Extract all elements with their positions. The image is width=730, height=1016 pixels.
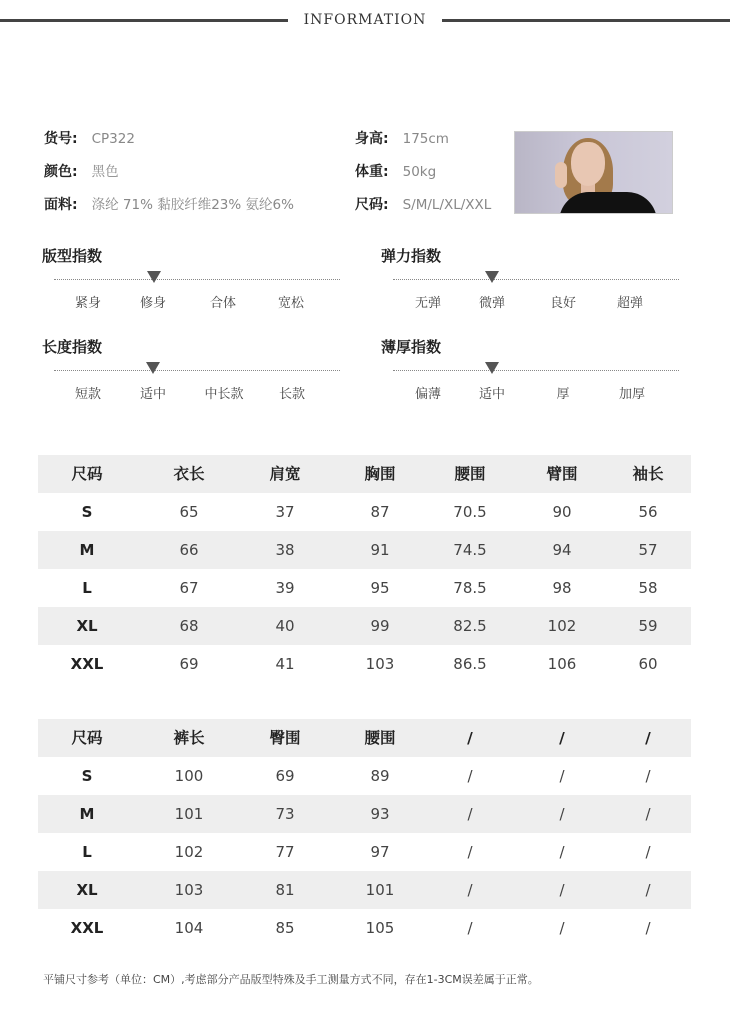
index-scale-line — [54, 279, 340, 280]
info-item-color — [44, 161, 119, 183]
size-cell: XL — [76, 881, 98, 899]
table-cell: / — [645, 843, 651, 861]
index-scale-line — [393, 370, 679, 371]
table-cell: 87 — [370, 503, 390, 521]
info-label: 体重: — [355, 164, 389, 180]
table-cell: / — [559, 805, 565, 823]
table-cell: / — [645, 805, 651, 823]
photo-hand — [555, 162, 567, 188]
table-cell: / — [645, 767, 651, 785]
table-row — [38, 795, 691, 833]
table-row — [38, 531, 691, 569]
table-row — [38, 607, 691, 645]
table-cell: / — [645, 919, 651, 937]
table-cell: 38 — [275, 541, 295, 559]
table-cell: 89 — [370, 767, 390, 785]
table-row — [38, 833, 691, 871]
header-rule-right — [442, 19, 730, 22]
size-cell: XXL — [70, 655, 104, 673]
info-label: 尺码: — [355, 197, 389, 213]
index-option: 厚 — [556, 387, 570, 402]
table-cell: / — [559, 881, 565, 899]
table-cell: / — [559, 919, 565, 937]
table-row — [38, 909, 691, 947]
size-cell: M — [79, 541, 95, 559]
table-cell: 105 — [365, 919, 395, 937]
info-value: S/M/L/XL/XXL — [402, 197, 492, 213]
table-cell: 103 — [174, 881, 204, 899]
index-option: 超弹 — [616, 296, 643, 311]
photo-face — [571, 142, 605, 186]
table-header-cell: 肩宽 — [269, 465, 301, 483]
table-header-row — [38, 719, 691, 757]
table-row — [38, 871, 691, 909]
table-cell: 94 — [552, 541, 572, 559]
table-cell: 56 — [638, 503, 658, 521]
index-option: 加厚 — [618, 387, 645, 402]
index-option: 偏薄 — [414, 387, 441, 402]
index-option: 良好 — [549, 296, 576, 311]
table-header-cell: 臀围 — [269, 729, 301, 747]
table-cell: 100 — [174, 767, 204, 785]
table-cell: 37 — [275, 503, 295, 521]
table-cell: 102 — [174, 843, 204, 861]
size-cell: L — [82, 579, 92, 597]
table-cell: 69 — [275, 767, 295, 785]
table-cell: 102 — [547, 617, 577, 635]
table-cell: 97 — [370, 843, 390, 861]
table-cell: / — [467, 843, 473, 861]
table-cell: 85 — [275, 919, 295, 937]
table-header-cell: 尺码 — [71, 465, 103, 483]
footnote: 平铺尺寸参考（单位：CM）,考虑部分产品版型特殊及手工测量方式不同，存在1-3CM误差属于正常。 — [43, 973, 539, 986]
table-cell: 60 — [638, 655, 658, 673]
size-cell: M — [79, 805, 95, 823]
index-elasticity — [381, 245, 681, 315]
index-marker-icon — [147, 271, 161, 283]
index-option: 短款 — [74, 387, 101, 402]
table-header-cell: 臂围 — [546, 465, 578, 483]
table-row — [38, 645, 691, 683]
table-cell: 68 — [179, 617, 199, 635]
table-cell: 70.5 — [453, 503, 487, 521]
index-option: 中长款 — [204, 387, 244, 402]
table-cell: 91 — [370, 541, 390, 559]
table-cell: 41 — [275, 655, 295, 673]
table-cell: 99 — [370, 617, 390, 635]
table-header-cell: 腰围 — [454, 465, 486, 483]
index-length — [42, 336, 342, 406]
info-label: 颜色: — [44, 164, 78, 180]
table-cell: 82.5 — [453, 617, 487, 635]
index-marker-icon — [485, 362, 499, 374]
table-header-cell: 腰围 — [364, 729, 396, 747]
index-option: 长款 — [278, 387, 305, 402]
table-header-cell: 尺码 — [71, 729, 103, 747]
size-cell: S — [81, 503, 93, 521]
table-cell: 65 — [179, 503, 199, 521]
table-cell: 66 — [179, 541, 199, 559]
table-cell: 104 — [174, 919, 204, 937]
table-cell: 106 — [547, 655, 577, 673]
index-title: 版型指数 — [42, 247, 103, 265]
size-cell: S — [81, 767, 93, 785]
index-title: 弹力指数 — [381, 247, 442, 265]
table-cell: / — [467, 919, 473, 937]
index-marker-icon — [146, 362, 160, 374]
header-title: INFORMATION — [303, 12, 427, 28]
table-cell: / — [559, 767, 565, 785]
table-cell: / — [645, 881, 651, 899]
index-marker-icon — [485, 271, 499, 283]
table-cell: 101 — [365, 881, 395, 899]
index-option: 无弹 — [414, 296, 441, 311]
info-label: 身高: — [355, 131, 389, 147]
table-cell: / — [559, 843, 565, 861]
table-cell: 69 — [179, 655, 199, 673]
index-option: 紧身 — [74, 296, 101, 311]
size-cell: XL — [76, 617, 98, 635]
size-cell: L — [82, 843, 92, 861]
table-cell: 58 — [638, 579, 658, 597]
table-header-cell: / — [467, 729, 473, 747]
table-cell: 93 — [370, 805, 390, 823]
header-rule-left — [0, 19, 288, 22]
index-thickness — [381, 336, 681, 406]
index-option: 适中 — [139, 387, 166, 402]
index-option: 适中 — [478, 387, 505, 402]
info-value: 175cm — [402, 131, 449, 147]
table-cell: 103 — [365, 655, 395, 673]
table-cell: 73 — [275, 805, 295, 823]
section-header — [0, 10, 730, 34]
info-value: 黑色 — [91, 164, 119, 180]
table-row — [38, 493, 691, 531]
table-cell: / — [467, 881, 473, 899]
table-row — [38, 569, 691, 607]
model-photo — [514, 131, 673, 214]
index-title: 薄厚指数 — [381, 338, 442, 356]
photo-jacket — [559, 192, 657, 214]
info-item-fabric — [44, 194, 294, 216]
info-label: 货号: — [44, 131, 78, 147]
table-cell: 81 — [275, 881, 295, 899]
table-cell: 95 — [370, 579, 390, 597]
table-cell: 90 — [552, 503, 572, 521]
info-value: CP322 — [91, 131, 135, 147]
table-cell: 78.5 — [453, 579, 487, 597]
index-scale-line — [54, 370, 340, 371]
info-item-size — [355, 194, 491, 216]
table-cell: 86.5 — [453, 655, 487, 673]
index-option: 修身 — [139, 296, 166, 311]
table-row — [38, 757, 691, 795]
info-value: 涤纶 71% 黏胶纤维23% 氨纶6% — [91, 197, 294, 213]
info-value: 50kg — [402, 164, 437, 180]
info-item-height — [355, 128, 449, 150]
table-cell: 98 — [552, 579, 572, 597]
table-header-cell: 裤长 — [173, 729, 205, 747]
table-cell: 40 — [275, 617, 295, 635]
table-header-cell: 胸围 — [364, 465, 396, 483]
table-header-cell: / — [559, 729, 565, 747]
table-cell: / — [467, 767, 473, 785]
info-item-weight — [355, 161, 436, 183]
table-header-cell: / — [645, 729, 651, 747]
table-cell: 39 — [275, 579, 295, 597]
table-header-row — [38, 455, 691, 493]
table-cell: 74.5 — [453, 541, 487, 559]
table-cell: 77 — [275, 843, 295, 861]
size-cell: XXL — [70, 919, 104, 937]
index-option: 微弹 — [478, 296, 505, 311]
index-title: 长度指数 — [42, 338, 103, 356]
table-cell: 67 — [179, 579, 199, 597]
table-header-cell: 衣长 — [173, 465, 205, 483]
index-option: 宽松 — [277, 296, 304, 311]
table-cell: 57 — [638, 541, 658, 559]
info-item-code — [44, 128, 135, 150]
index-scale-line — [393, 279, 679, 280]
table-header-cell: 袖长 — [632, 465, 664, 483]
table-cell: 101 — [174, 805, 204, 823]
info-label: 面料: — [44, 197, 78, 213]
index-fit — [42, 245, 342, 315]
table-cell: / — [467, 805, 473, 823]
table-cell: 59 — [638, 617, 658, 635]
index-option: 合体 — [209, 296, 236, 311]
